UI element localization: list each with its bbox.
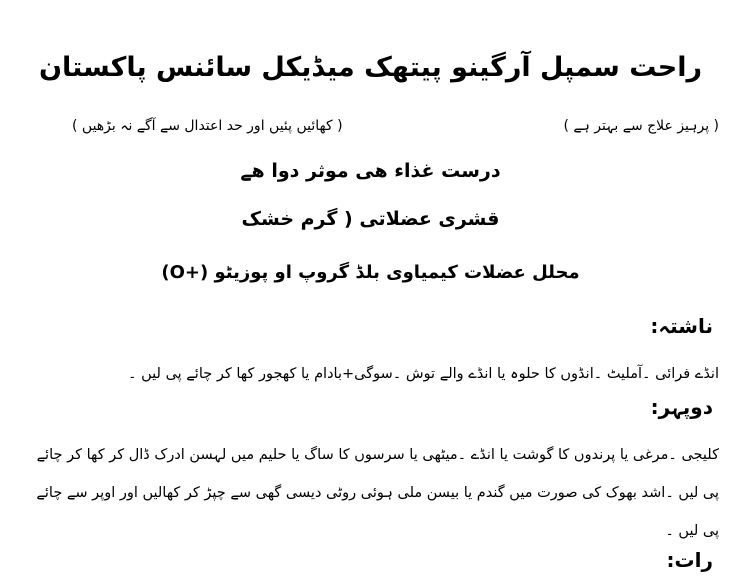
breakfast-heading: ناشتہ: [650, 314, 713, 338]
lunch-heading: دوپہر: [650, 395, 713, 419]
nature-line: قشری عضلاتی ( گرم خشک [241, 208, 500, 230]
subtitle-left: ( کھائیں پئیں اور حد اعتدال سے آگے نہ بڑھیں ) [72, 118, 343, 134]
subtitle-right: ( پرہیز علاج سے بہتر ہے ) [563, 118, 719, 134]
blood-group-line: محلل عضلات کیمیاوی بلڈ گروپ او پوزیٹو (+O) [161, 262, 580, 283]
page-title: راحت سمپل آرگینو پیتھک میڈیکل سائنس پاکستان [38, 52, 703, 83]
lunch-text: کلیجی ۔مرغی یا پرندوں کا گوشت یا انڈے ۔میٹھی یا سرسوں کا ساگ یا حلیم میں لہسن ادرک ڈال کر کھا کر چائے پی لیں ۔اشد بھوک کی صورت میں گندم یا بیسن ملی ہوئی روٹی دیسی گھی سے چپڑ کر کھالیں اور اوپر سے چائے پی لیں ۔ [36, 447, 719, 539]
breakfast-text: انڈے فرائی ۔آملیٹ ۔انڈوں کا حلوہ یا انڈے والے توش ۔سوگی+بادام یا کھجور کھا کر چائے پی لیں ۔ [128, 366, 719, 382]
night-heading: رات: [666, 548, 713, 572]
motto-line: درست غذاء ھی موثر دوا ھے [240, 160, 501, 182]
